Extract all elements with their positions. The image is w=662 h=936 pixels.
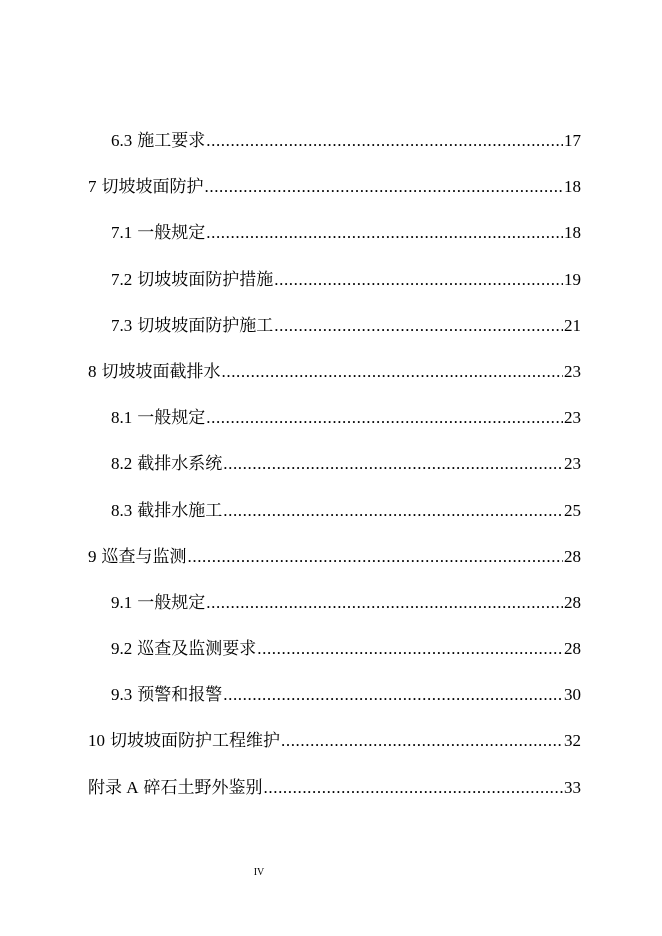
toc-entry-page: 25 [564, 500, 581, 520]
toc-entry-number: 9.3 [111, 685, 133, 705]
toc-entry-7[interactable] [88, 175, 581, 221]
toc-entry-title: 切坡坡面防护工程维护 [110, 731, 280, 751]
toc-entry-page: 23 [564, 361, 581, 381]
toc-entry-page: 23 [564, 408, 581, 428]
dot-leader [206, 591, 563, 615]
toc-entry-number: 9.2 [111, 639, 133, 659]
toc-entry-title: 截排水系统 [137, 454, 223, 474]
toc-entry-page: 17 [564, 131, 581, 150]
toc-entry-page: 23 [564, 454, 581, 474]
toc-entry-title: 巡查及监测要求 [137, 639, 257, 659]
dot-leader [222, 360, 564, 384]
toc-entry-6-3[interactable] [88, 129, 581, 175]
toc-entry-10[interactable] [88, 729, 581, 775]
toc-entry-page: 18 [564, 177, 581, 197]
toc-entry-number: 8 [88, 361, 97, 381]
toc-entry-9[interactable] [88, 545, 581, 591]
toc-entry-title: 预警和报警 [137, 685, 223, 705]
toc-entry-number: 附录 A [88, 777, 139, 797]
toc-entry-7-1[interactable] [88, 221, 581, 267]
toc-entry-7-2[interactable] [88, 268, 581, 314]
dot-leader [206, 129, 563, 153]
toc-entry-8-1[interactable] [88, 406, 581, 452]
toc-entry-title: 碎石土野外鉴别 [143, 777, 263, 797]
toc-entry-8-3[interactable] [88, 499, 581, 545]
toc-entry-8-2[interactable] [88, 452, 581, 498]
toc-entry-number: 8.1 [111, 408, 133, 428]
toc-entry-number: 8.2 [111, 454, 133, 474]
toc-entry-page: 18 [564, 223, 581, 243]
toc-entry-page: 30 [564, 685, 581, 705]
toc-entry-page: 28 [564, 639, 581, 659]
toc-entry-title: 截排水施工 [137, 500, 223, 520]
dot-leader [257, 637, 563, 661]
page-footer [0, 867, 662, 878]
toc-entry-number: 8.3 [111, 500, 133, 520]
toc-entry-7-3[interactable] [88, 314, 581, 360]
dot-leader [188, 545, 564, 569]
dot-leader [281, 729, 563, 753]
toc-entry-number: 7.2 [111, 269, 133, 289]
toc-entry-number: 9.1 [111, 592, 133, 612]
dot-leader [223, 452, 563, 476]
toc-entry-number: 10 [88, 731, 105, 751]
toc-entry-page: 32 [564, 731, 581, 751]
toc-entry-title: 切坡坡面防护措施 [137, 269, 274, 289]
table-of-contents [88, 129, 581, 822]
dot-leader [223, 683, 563, 707]
toc-entry-number: 9 [88, 546, 97, 566]
toc-entry-title: 施工要求 [137, 131, 206, 150]
toc-entry-page: 28 [564, 592, 581, 612]
toc-entry-number: 7 [88, 177, 97, 197]
dot-leader [274, 314, 563, 338]
toc-entry-9-2[interactable] [88, 637, 581, 683]
toc-entry-9-1[interactable] [88, 591, 581, 637]
toc-entry-number: 7.1 [111, 223, 133, 243]
dot-leader [206, 406, 563, 430]
dot-leader [206, 221, 563, 245]
dot-leader [223, 499, 563, 523]
toc-entry-title: 一般规定 [137, 408, 206, 428]
dot-leader [264, 776, 563, 800]
toc-entry-page: 21 [564, 315, 581, 335]
toc-entry-page: 33 [564, 777, 581, 797]
toc-entry-title: 一般规定 [137, 223, 206, 243]
toc-entry-appendix-a[interactable] [88, 776, 581, 822]
toc-entry-9-3[interactable] [88, 683, 581, 729]
dot-leader [274, 268, 563, 292]
page-number: IV [253, 867, 265, 878]
toc-entry-title: 巡查与监测 [101, 546, 187, 566]
toc-entry-8[interactable] [88, 360, 581, 406]
toc-entry-title: 一般规定 [137, 592, 206, 612]
toc-entry-number: 6.3 [111, 131, 133, 150]
dot-leader [205, 175, 564, 199]
toc-entry-title: 切坡坡面防护 [101, 177, 204, 197]
toc-entry-page: 28 [564, 546, 581, 566]
toc-entry-page: 19 [564, 269, 581, 289]
toc-entry-number: 7.3 [111, 315, 133, 335]
toc-entry-title: 切坡坡面截排水 [101, 361, 221, 381]
toc-entry-title: 切坡坡面防护施工 [137, 315, 274, 335]
